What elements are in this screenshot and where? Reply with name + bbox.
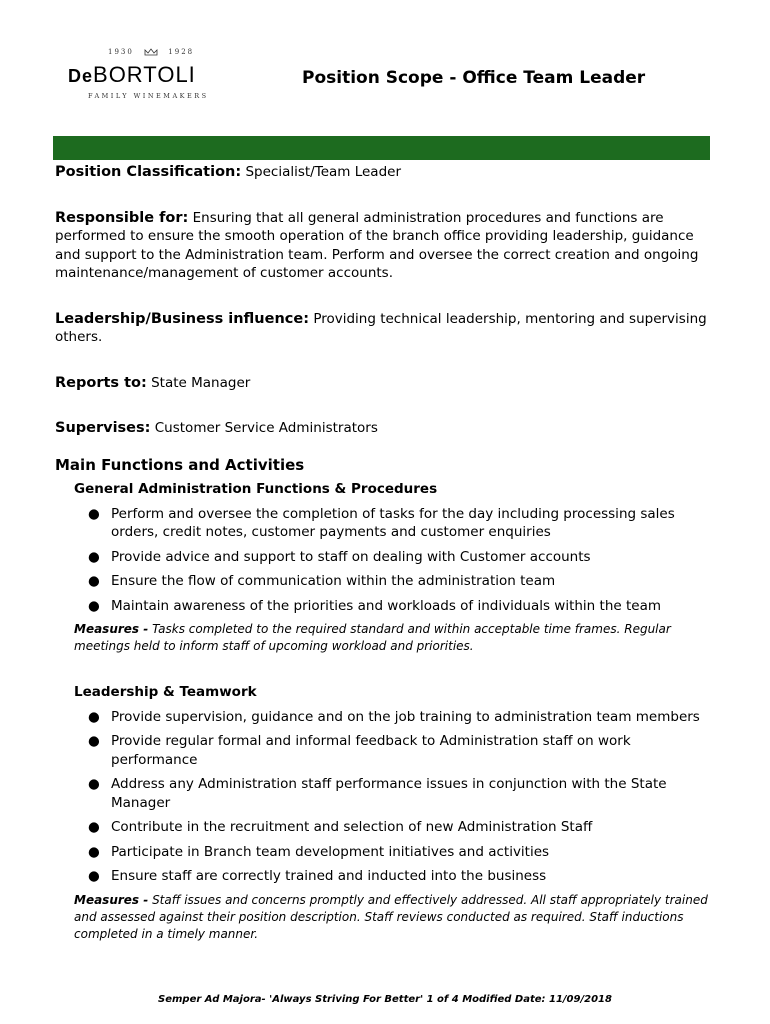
list-item-text: Perform and oversee the completion of tasks for the day including processing sales orders, credit notes, customer payments and customer enquiries	[111, 505, 675, 540]
classification-label: Position Classification:	[55, 164, 242, 180]
bullet-icon: ●	[88, 868, 100, 884]
document-body	[55, 163, 720, 943]
list-item-text: Ensure the flow of communication within the administration team	[111, 573, 556, 589]
logo-wordmark	[68, 62, 196, 88]
company-logo	[68, 46, 228, 106]
measures-label: Measures -	[74, 892, 149, 907]
logo-bortoli: BORTOLI	[93, 62, 196, 87]
measures-text: Tasks completed to the required standard and within acceptable time frames. Regular meetings held to inform staff of upcoming workload and priorities.	[74, 622, 671, 653]
responsible-row	[55, 209, 720, 283]
section-list	[55, 708, 720, 886]
measures-note	[74, 621, 720, 655]
page-footer: Semper Ad Majora- 'Always Striving For Better' 1 of 4 Modified Date: 11/09/2018	[158, 994, 612, 1005]
list-item	[55, 505, 720, 542]
list-item	[55, 775, 720, 812]
supervises-value: Customer Service Administrators	[154, 420, 378, 436]
reports-label: Reports to:	[55, 374, 147, 391]
bullet-icon: ●	[88, 819, 100, 835]
list-item	[55, 843, 720, 862]
leadership-row	[55, 310, 720, 347]
section-title: General Administration Functions & Procedures	[74, 481, 438, 497]
logo-established	[108, 48, 194, 56]
reports-value: State Manager	[151, 374, 251, 391]
leadership-label: Leadership/Business influence:	[55, 310, 310, 327]
list-item-text: Contribute in the recruitment and selection of new Administration Staff	[111, 819, 593, 835]
bullet-icon: ●	[88, 733, 100, 749]
crown-icon	[144, 48, 158, 56]
list-item-text: Provide regular formal and informal feedback to Administration staff on work performance	[111, 733, 631, 768]
measures-text: Staff issues and concerns promptly and effectively addressed. All staff appropriately trained and assessed against their position description. Staff reviews conducted as required. Staff inductions completed in a timely manner.	[74, 892, 708, 941]
supervises-label: Supervises:	[55, 420, 151, 436]
list-item	[55, 597, 720, 616]
logo-year-left: 1930	[108, 48, 134, 56]
section-list	[55, 505, 720, 616]
leadership-value: Providing technical leadership, mentoring and supervising others.	[55, 310, 707, 345]
list-item	[55, 548, 720, 567]
list-item-text: Maintain awareness of the priorities and workloads of individuals within the team	[111, 597, 661, 614]
supervises-row	[55, 419, 720, 438]
document-title: Position Scope - Office Team Leader	[302, 68, 646, 88]
list-item	[55, 732, 720, 769]
bullet-icon: ●	[88, 708, 100, 725]
classification-value: Specialist/Team Leader	[245, 164, 401, 180]
header-bar	[53, 136, 710, 160]
bullet-icon: ●	[88, 776, 100, 792]
logo-tagline: FAMILY WINEMAKERS	[88, 92, 209, 100]
list-item-text: Ensure staff are correctly trained and inducted into the business	[111, 868, 547, 884]
bullet-icon: ●	[88, 843, 100, 860]
responsible-value: Ensuring that all general administration procedures and functions are performed to ensure the smooth operation of the branch office providing leadership, guidance and support to the Administration team. Perform and oversee the correct creation and ongoing maintenance/management of customer accounts.	[55, 209, 699, 281]
list-item-text: Provide advice and support to staff on dealing with Customer accounts	[111, 548, 591, 565]
list-item-text: Participate in Branch team development initiatives and activities	[111, 843, 550, 860]
bullet-icon: ●	[88, 573, 100, 589]
bullet-icon: ●	[88, 548, 100, 565]
list-item-text: Provide supervision, guidance and on the job training to administration team members	[111, 708, 700, 725]
bullet-icon: ●	[88, 597, 100, 614]
list-item	[55, 708, 720, 727]
section-title: Leadership & Teamwork	[74, 684, 257, 700]
responsible-label: Responsible for:	[55, 209, 189, 226]
reports-row	[55, 374, 720, 393]
list-item-text: Address any Administration staff performance issues in conjunction with the State Manager	[111, 776, 667, 811]
classification-row	[55, 163, 720, 182]
measures-note	[74, 892, 720, 943]
list-item	[55, 867, 720, 886]
list-item	[55, 572, 720, 591]
logo-de: De	[68, 66, 94, 86]
main-functions-heading: Main Functions and Activities	[55, 455, 305, 474]
bullet-icon: ●	[88, 505, 100, 522]
list-item	[55, 818, 720, 837]
logo-year-right: 1928	[168, 48, 195, 56]
measures-label: Measures -	[74, 622, 149, 636]
